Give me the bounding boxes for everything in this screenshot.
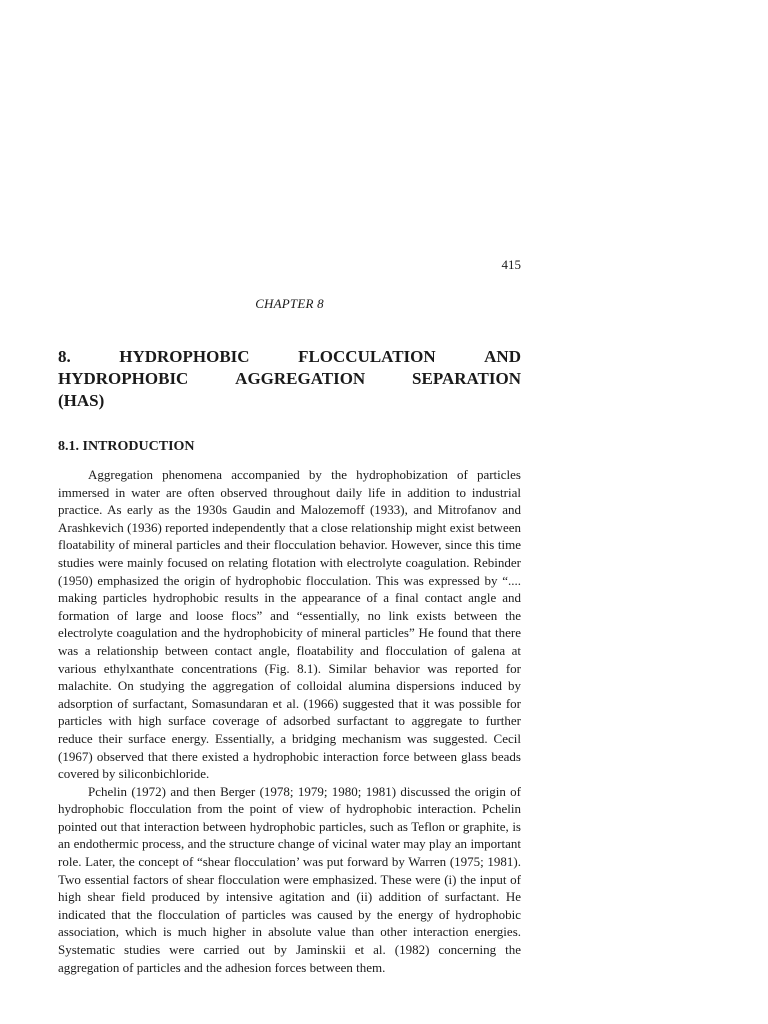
title-word: HYDROPHOBIC	[58, 369, 189, 388]
chapter-title-line-3	[58, 390, 521, 412]
section-body	[58, 466, 521, 976]
paragraph: Aggregation phenomena accompanied by the hydrophobization of particles immersed in water are often observed throughout daily life in addition to industrial practice. As early as the 1930s Gaudin and Malozemoff (1933), and Mitrofanov and Arashkevich (1936) reported independently that a close relationship might exist between floatability of mineral particles and their flocculation behavior. However, since this time studies were mainly focused on relating flotation with electrolyte coagulation. Rebinder (1950) emphasized the origin of hydrophobic flocculation. This was expressed by “.... making particles hydrophobic results in the appearance of a final contact angle and formation of large and loose flocs” and “essentially, no link exists between the electrolyte coagulation and the hydrophobicity of mineral particles” He found that there was a relationship between contact angle, floatability and flocculation of galena at various ethylxanthate concentrations (Fig. 8.1). Similar behavior was reported for malachite. On studying the aggregation of colloidal alumina dispersions induced by adsorption of surfactant, Somasundaran et al. (1966) suggested that it was possible for particles with high surface coverage of adsorbed surfactant to aggregate to further reduce their surface energy. Essentially, a bridging mechanism was suggested. Cecil (1967) observed that there existed a hydrophobic interaction force between glass beads covered by siliconbichloride.	[58, 467, 521, 782]
chapter-title-line-1	[58, 346, 521, 368]
title-word: FLOCCULATION	[298, 347, 436, 366]
page-number: 415	[501, 257, 521, 272]
chapter-title	[58, 346, 521, 412]
section-heading: 8.1. INTRODUCTION	[58, 439, 195, 454]
title-word: (HAS)	[58, 391, 105, 410]
title-word: 8.	[58, 347, 71, 366]
title-word: AGGREGATION	[235, 369, 366, 388]
title-word: HYDROPHOBIC	[119, 347, 250, 366]
title-word: AND	[484, 347, 521, 366]
chapter-label: CHAPTER 8	[255, 296, 324, 311]
chapter-title-line-2	[58, 368, 521, 390]
paragraph: Pchelin (1972) and then Berger (1978; 1979; 1980; 1981) discussed the origin of hydrophobic flocculation from the point of view of hydrophobic interaction. Pchelin pointed out that interaction between hydrophobic particles, such as Teflon or graphite, is an endothermic process, and the structure change of vicinal water may play an important role. Later, the concept of “shear flocculation’ was put forward by Warren (1975; 1981). Two essential factors of shear flocculation were emphasized. These were (i) the input of high shear field produced by intensive agitation and (ii) addition of surfactant. He indicated that the flocculation of particles was caused by the energy of hydrophobic association, which is much higher in absolute value than other interaction energies. Systematic studies were carried out by Jaminskii et al. (1982) concerning the aggregation of particles and the adhesion forces between them.	[58, 783, 521, 975]
title-word: SEPARATION	[412, 369, 521, 388]
